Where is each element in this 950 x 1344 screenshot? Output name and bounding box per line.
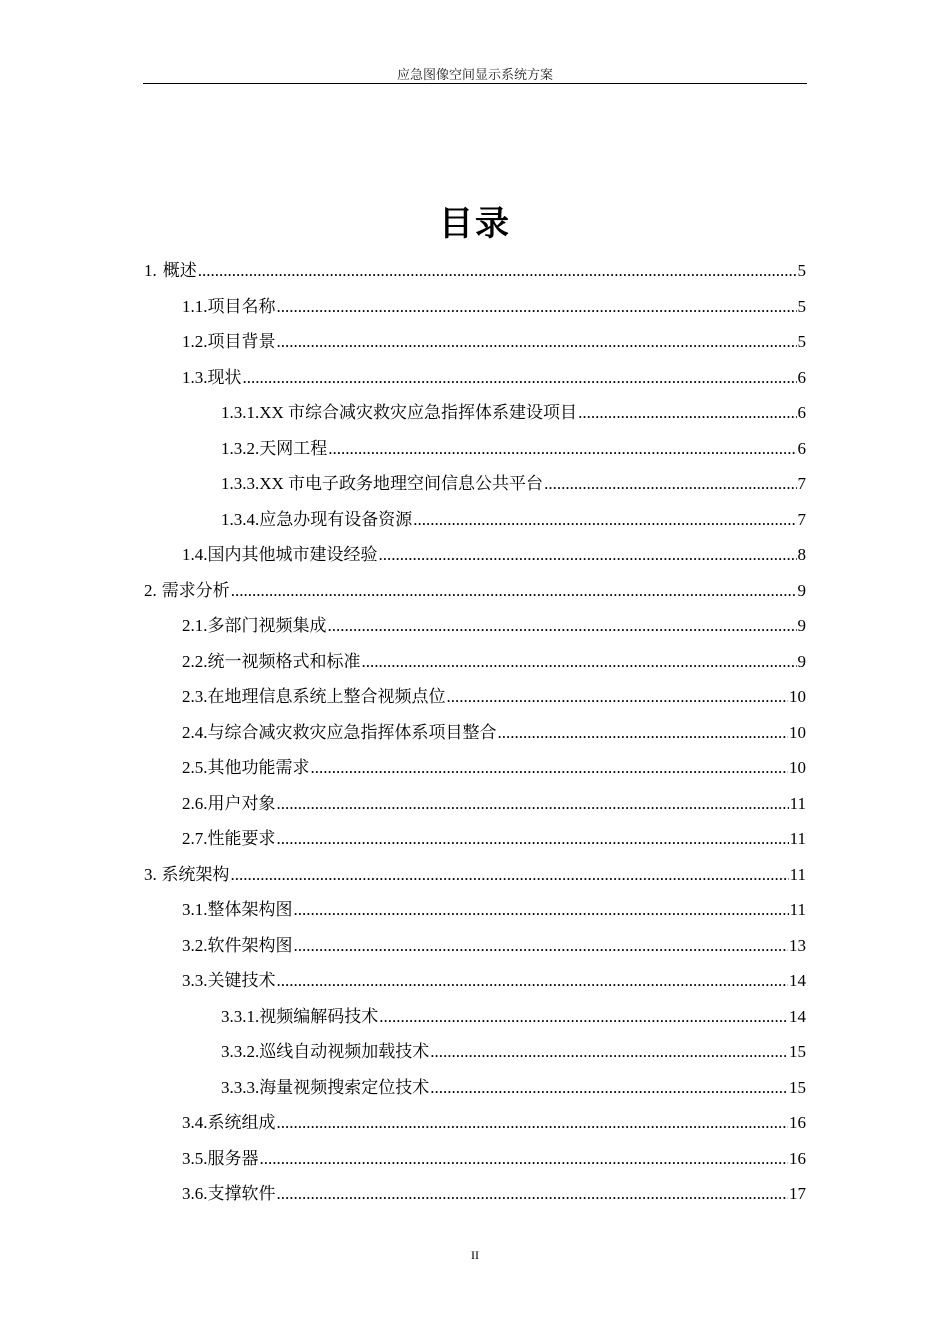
toc-entry-page: 17 [789,1184,806,1203]
toc-entry[interactable] [182,895,806,925]
toc-leader-dots [311,753,789,783]
toc-leader-dots [294,895,789,925]
toc-entry-number: 3.6. [182,1184,208,1203]
toc-leader-dots [578,398,796,428]
toc-entry[interactable] [182,789,806,819]
toc-entry-page: 6 [797,403,806,422]
toc-leader-dots [430,1037,788,1067]
toc-entry-number: 3.3.3. [221,1077,260,1097]
toc-leader-dots [277,292,797,322]
toc-entry-page: 16 [789,1113,806,1132]
toc-entry-page: 9 [797,580,806,600]
toc-entry-page: 10 [789,687,806,706]
toc-entry-label: 现状 [207,367,242,387]
toc-entry[interactable] [144,576,806,606]
toc-entry[interactable] [221,1037,806,1067]
toc-leader-dots [498,718,789,748]
toc-entry-number: 3.3.1. [221,1006,260,1026]
toc-leader-dots [447,682,789,712]
toc-entry[interactable] [144,860,806,890]
toc-entry[interactable] [182,753,806,783]
toc-entry-page: 11 [789,900,806,919]
toc-entry-page: 9 [797,651,806,671]
toc-leader-dots [544,469,796,499]
toc-leader-dots [277,1108,789,1138]
toc-entry[interactable] [221,505,806,535]
toc-entry-label: 服务器 [207,1148,259,1168]
toc-entry-label: 用户对象 [207,793,276,813]
toc-entry[interactable] [182,682,806,712]
toc-entry[interactable] [182,1144,806,1174]
toc-entry-number: 2.5. [182,758,208,777]
toc-entry-page: 5 [797,296,806,316]
toc-entry-label: 项目名称 [207,296,276,316]
toc-entry-number: 1. [144,261,157,280]
toc-leader-dots [328,434,796,464]
toc-entry-label: 系统架构 [161,864,230,884]
toc-entry-page: 13 [789,935,806,955]
toc-entry-label: 整体架构图 [207,900,293,919]
toc-entry-number: 1.1. [182,296,208,316]
toc-entry-label: 天网工程 [259,438,328,458]
toc-leader-dots [294,931,789,961]
toc-entry-label: XX 市电子政务地理空间信息公共平台 [259,474,544,493]
toc-entry-number: 1.2. [182,332,208,351]
toc-entry-label: 海量视频搜索定位技术 [259,1077,430,1097]
toc-entry-page: 7 [797,474,806,493]
toc-entry-page: 6 [797,367,806,387]
toc-leader-dots [277,1179,789,1209]
toc-entry[interactable] [221,1073,806,1103]
toc-entry-label: 支撑软件 [207,1184,276,1203]
toc-entry-number: 1.3. [182,367,208,387]
toc-entry-number: 3.5. [182,1148,208,1168]
toc-entry-page: 15 [789,1077,806,1097]
toc-entry-number: 3.3. [182,971,208,990]
toc-entry-label: 软件架构图 [207,935,293,955]
toc-title: 目录 [439,206,511,243]
toc-entry-page: 14 [789,971,806,990]
toc-entry-page: 8 [797,545,806,564]
toc-entry[interactable] [182,363,806,393]
toc-entry-label: 巡线自动视频加载技术 [259,1042,430,1061]
toc-entry[interactable] [144,256,806,286]
toc-entry-number: 2.3. [182,687,208,706]
toc-entry-page: 16 [789,1148,806,1168]
toc-entry[interactable] [221,434,806,464]
toc-entry-number: 2.4. [182,722,208,742]
toc-entry-number: 1.4. [182,545,208,564]
toc-entry-label: 系统组成 [207,1113,276,1132]
toc-entry-number: 3.4. [182,1113,208,1132]
toc-entry[interactable] [182,824,806,854]
toc-entry-page: 5 [797,261,806,280]
toc-entry[interactable] [182,966,806,996]
toc-leader-dots [430,1073,788,1103]
toc-leader-dots [277,824,789,854]
toc-entry-page: 6 [797,438,806,458]
toc-entry-label: 与综合减灾救灾应急指挥体系项目整合 [207,722,497,742]
toc-entry-page: 9 [797,616,806,635]
toc-entry[interactable] [221,469,806,499]
toc-entry-number: 3.1. [182,900,208,919]
toc-entry-label: 国内其他城市建设经验 [207,545,378,564]
toc-entry-number: 3.3.2. [221,1042,260,1061]
toc-entry-number: 2. [144,580,157,600]
toc-leader-dots [243,363,797,393]
toc-entry-number: 1.3.2. [221,438,260,458]
toc-entry[interactable] [182,647,806,677]
toc-leader-dots [231,576,797,606]
toc-entry-label: 应急办现有设备资源 [259,509,413,529]
toc-entry-page: 5 [797,332,806,351]
toc-entry-label: 性能要求 [207,829,276,848]
toc-entry-label: XX 市综合减灾救灾应急指挥体系建设项目 [259,403,578,422]
toc-entry[interactable] [182,718,806,748]
toc-entry-number: 3. [144,864,157,884]
toc-leader-dots [379,540,797,570]
toc-leader-dots [277,789,789,819]
toc-entry-page: 7 [797,509,806,529]
toc-entry-number: 2.6. [182,793,208,813]
toc-entry-page: 15 [789,1042,806,1061]
toc-leader-dots [277,327,797,357]
toc-entry-label: 项目背景 [207,332,276,351]
toc-entry-number: 1.3.1. [221,403,260,422]
toc-entry-label: 概述 [162,261,197,280]
toc-leader-dots [413,505,796,535]
toc-entry[interactable] [182,327,806,357]
toc-entry-label: 关键技术 [207,971,276,990]
running-header: 应急图像空间显示系统方案 [143,64,807,84]
toc-leader-dots [277,966,789,996]
toc-entry-label: 视频编解码技术 [259,1006,379,1026]
toc-entry-number: 3.2. [182,935,208,955]
toc-leader-dots [198,256,797,286]
toc-entry-label: 需求分析 [161,580,230,600]
toc-entry-page: 14 [789,1006,806,1026]
toc-entry-label: 统一视频格式和标准 [207,651,361,671]
toc-entry-page: 10 [789,758,806,777]
toc-entry[interactable] [182,1108,806,1138]
toc-entry[interactable] [182,292,806,322]
toc-leader-dots [230,860,788,890]
toc-entry-label: 多部门视频集成 [207,616,327,635]
toc-leader-dots [260,1144,789,1174]
toc-entry[interactable] [221,1002,806,1032]
toc-entry[interactable] [221,398,806,428]
toc-entry-number: 2.7. [182,829,208,848]
toc-entry[interactable] [182,540,806,570]
toc-leader-dots [379,1002,788,1032]
toc-entry-label: 其他功能需求 [207,758,310,777]
toc-entry-page: 11 [789,793,806,813]
toc-entry-page: 11 [789,829,806,848]
toc-entry-number: 2.2. [182,651,208,671]
toc-entry[interactable] [182,931,806,961]
toc-entry-page: 11 [789,864,806,884]
toc-leader-dots [328,611,797,641]
page-number: II [471,1248,479,1262]
toc-entry-number: 2.1. [182,616,208,635]
toc-entry-number: 1.3.3. [221,474,260,493]
toc-entry[interactable] [182,611,806,641]
toc-entry-page: 10 [789,722,806,742]
toc-entry[interactable] [182,1179,806,1209]
toc-leader-dots [362,647,797,677]
toc-entry-number: 1.3.4. [221,509,260,529]
toc-entry-label: 在地理信息系统上整合视频点位 [207,687,446,706]
